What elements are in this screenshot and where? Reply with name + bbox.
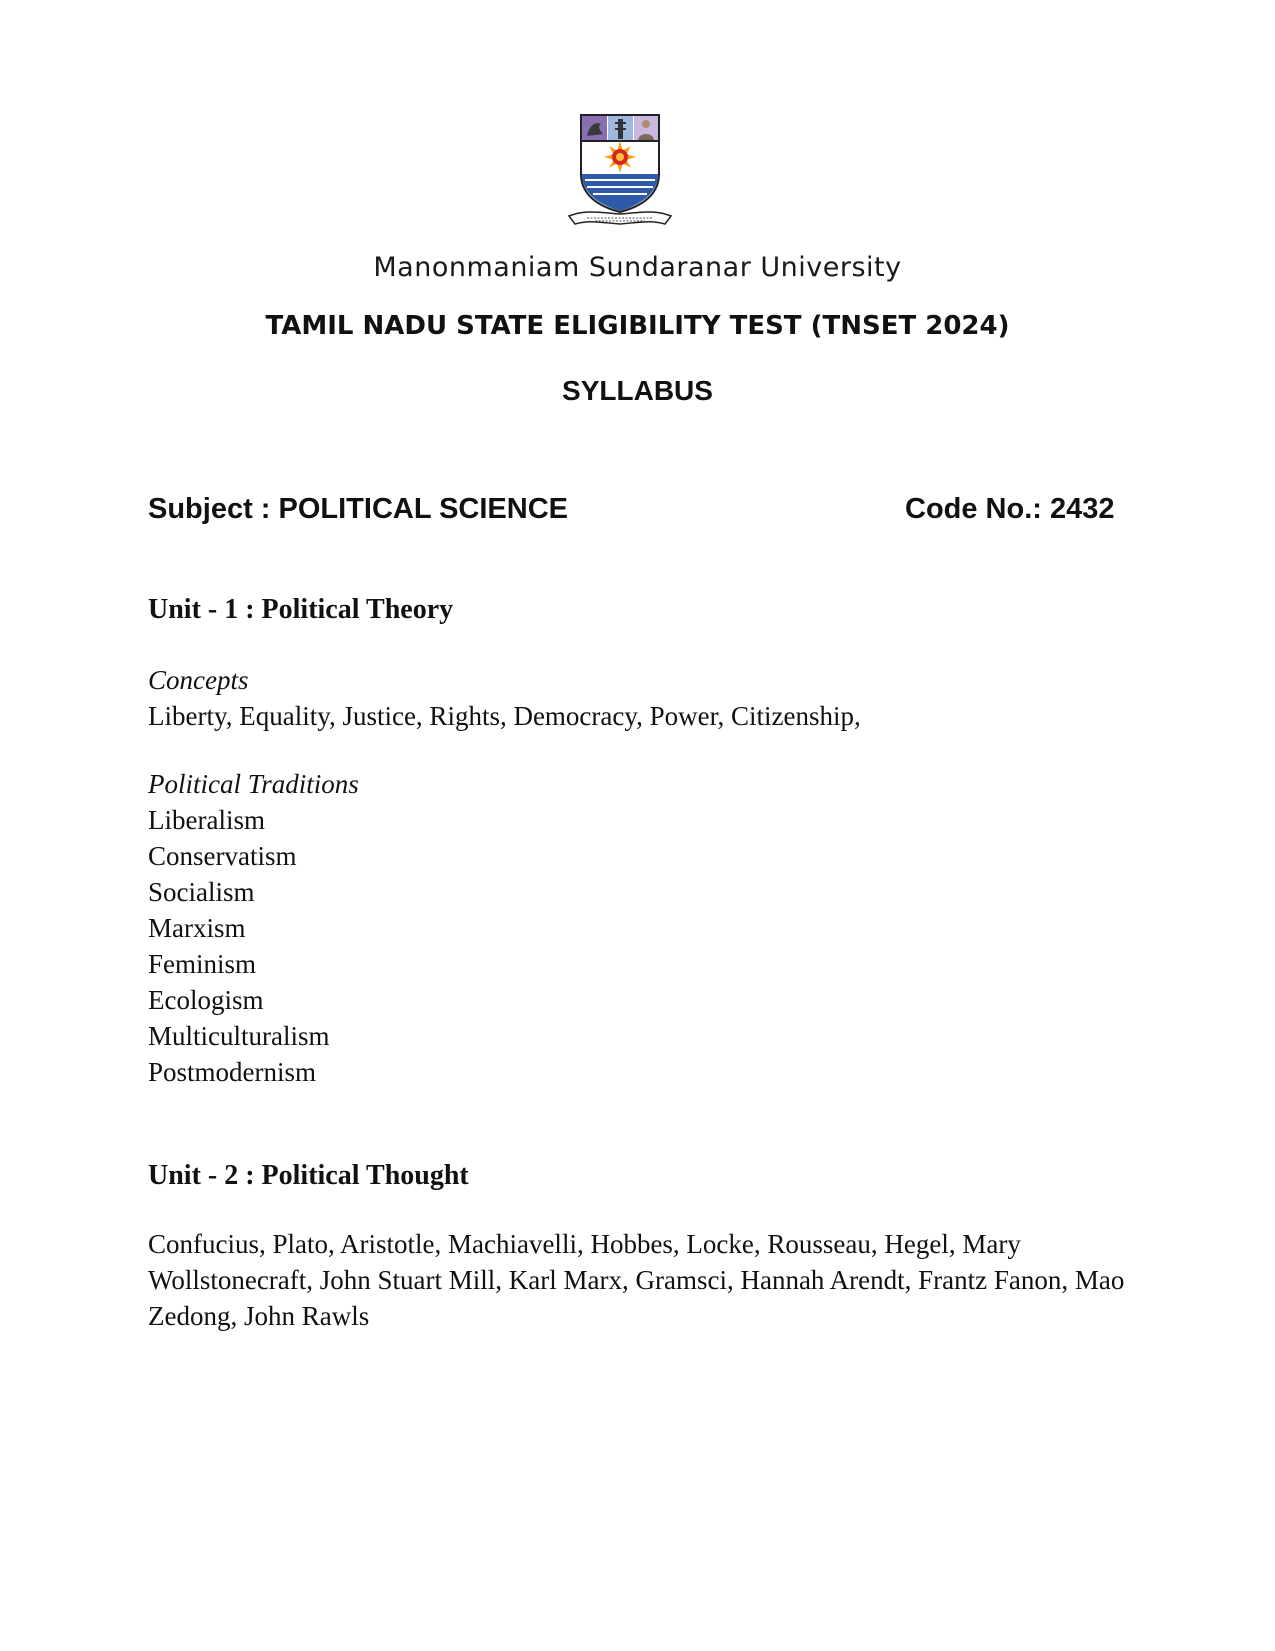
exam-title: TAMIL NADU STATE ELIGIBILITY TEST (TNSET 2024) bbox=[265, 311, 1010, 341]
syllabus-content bbox=[148, 590, 1128, 1334]
traditions-heading: Political Traditions bbox=[148, 769, 359, 799]
subject-label: Subject : POLITICAL SCIENCE bbox=[148, 493, 569, 525]
concepts-heading: Concepts bbox=[148, 665, 249, 695]
unit-2-heading: Unit - 2 : Political Thought bbox=[148, 1160, 469, 1191]
list-item: Feminism bbox=[148, 949, 257, 979]
concepts-text: Liberty, Equality, Justice, Rights, Democracy, Power, Citizenship, bbox=[148, 701, 861, 731]
list-item: Liberalism bbox=[148, 805, 265, 835]
list-item: Postmodernism bbox=[148, 1057, 317, 1087]
university-name: Manonmaniam Sundaranar University bbox=[373, 252, 902, 283]
list-item: Conservatism bbox=[148, 841, 297, 871]
university-crest-icon bbox=[565, 112, 675, 230]
traditions-list bbox=[148, 802, 1128, 1090]
document-type-heading: SYLLABUS bbox=[562, 375, 713, 406]
list-item: Socialism bbox=[148, 877, 255, 907]
list-item: Ecologism bbox=[148, 985, 264, 1015]
thinkers-text: Confucius, Plato, Aristotle, Machiavelli, Hobbes, Locke, Rousseau, Hegel, Mary Wollstonecraft, John Stuart Mill, Karl Marx, Gramsci, Hannah Arendt, Frantz Fanon, Mao Zedong, John Rawls bbox=[148, 1229, 1125, 1331]
list-item: Multiculturalism bbox=[148, 1021, 330, 1051]
subject-code: Code No.: 2432 bbox=[905, 493, 1115, 525]
list-item: Marxism bbox=[148, 913, 246, 943]
unit-1-heading: Unit - 1 : Political Theory bbox=[148, 594, 454, 625]
